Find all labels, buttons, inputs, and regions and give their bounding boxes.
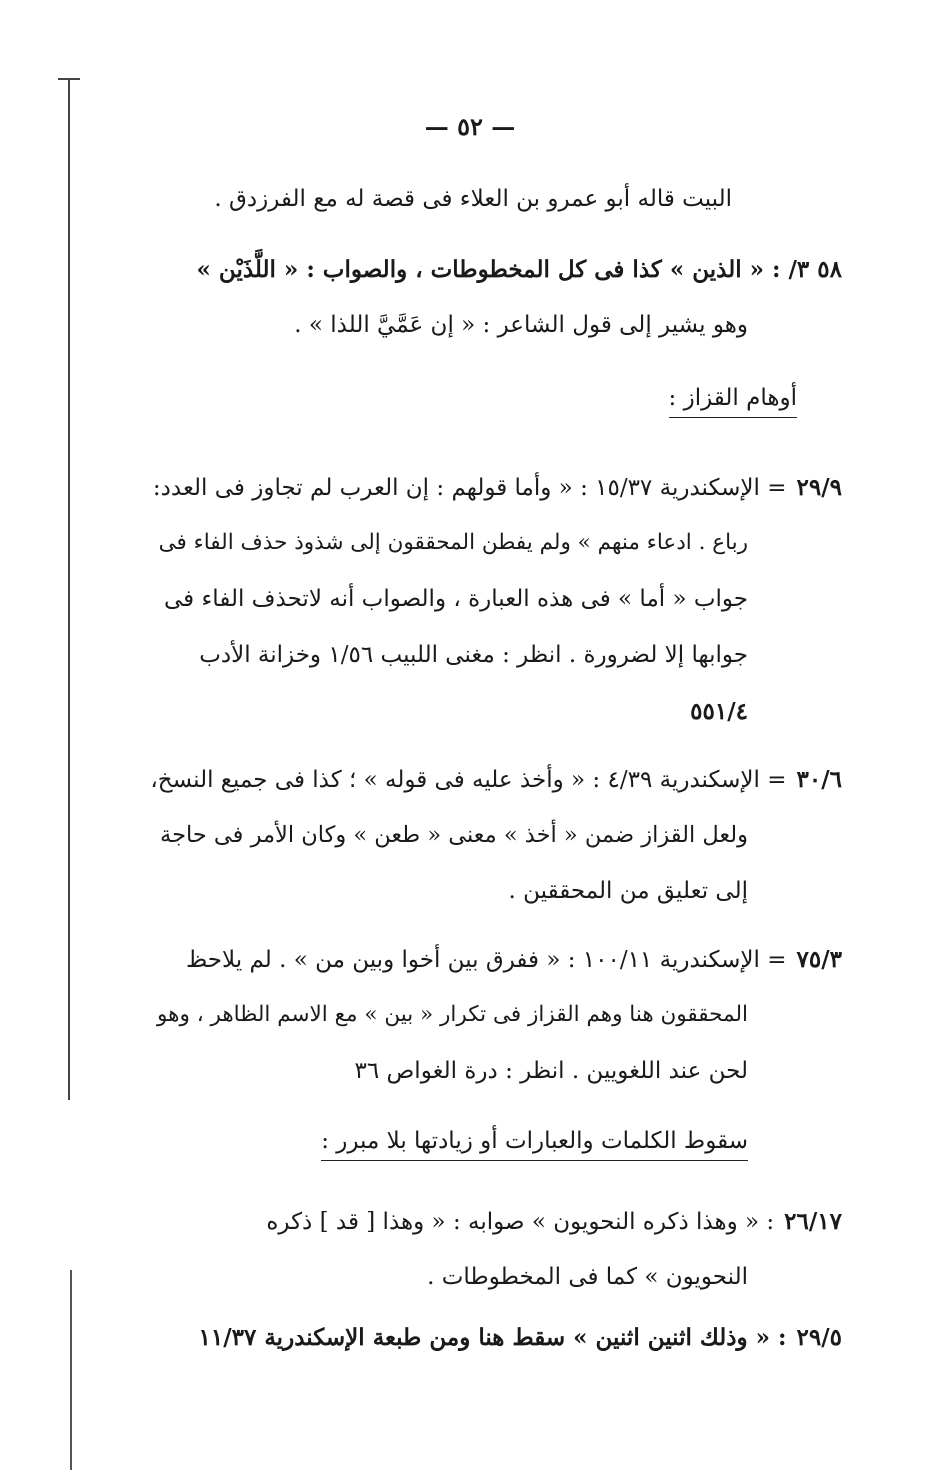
entry-first-line bbox=[199, 1324, 842, 1352]
entry-text: = الإسكندرية ٤/٣٩ : « وأخذ عليه فى قوله » ؛ كذا فى جميع النسخ، bbox=[150, 767, 787, 793]
entry-first-line bbox=[153, 474, 842, 503]
text-line: المحققون هنا وهم القزاز فى تكرار « بين » مع الاسم الظاهر ، وهو bbox=[157, 1002, 748, 1027]
entry-ref: ٢٩/٩ bbox=[796, 474, 842, 501]
entry-text: : « وذلك اثنين اثنين » سقط هنا ومن طبعة الإسكندرية ١١/٣٧ bbox=[198, 1324, 787, 1351]
text-line: لحن عند اللغويين . انظر : درة الغواص ٣٦ bbox=[354, 1058, 748, 1084]
section-heading: أوهام القزاز : bbox=[669, 385, 797, 418]
text-line: جوابها إلا لضرورة . انظر : مغنى اللبيب ١/٥٦ وخزانة الأدب bbox=[199, 642, 748, 668]
text-line: جواب « أما » فى هذه العبارة ، والصواب أنه لاتحذف الفاء فى bbox=[164, 586, 748, 612]
entry-ref: ٢٦/١٧ bbox=[784, 1208, 842, 1235]
entry-ref: ٣٠/٦ bbox=[796, 766, 842, 793]
page-number: — ٥٢ — bbox=[424, 112, 516, 141]
text-line: رباع . ادعاء منهم » ولم يفطن المحققون إلى شذوذ حذف الفاء فى bbox=[158, 530, 748, 555]
section-heading: سقوط الكلمات والعبارات أو زيادتها بلا مبرر : bbox=[321, 1128, 748, 1161]
binding-line bbox=[68, 80, 70, 1100]
entry-first-line bbox=[150, 766, 842, 795]
entry-text: : « وهذا ذكره النحويون » صوابه : « وهذا [ قد ] ذكره bbox=[266, 1209, 775, 1235]
entry-first-line bbox=[266, 1208, 842, 1237]
entry-first-line bbox=[186, 946, 842, 975]
text-line: ٥٨ ٣/ : « الذين » كذا فى كل المخطوطات ، والصواب : « اللَّذَيْن » bbox=[196, 256, 842, 283]
entry-ref: ٢٩/٥ bbox=[796, 1324, 842, 1351]
binding-line-lower bbox=[70, 1270, 72, 1470]
entry-text: = الإسكندرية ١٥/٣٧ : « وأما قولهم : إن العرب لم تجاوز فى العدد: bbox=[152, 475, 787, 501]
text-line: البيت قاله أبو عمرو بن العلاء فى قصة له مع الفرزدق . bbox=[214, 186, 732, 212]
entry-ref: ٧٥/٣ bbox=[796, 946, 842, 973]
text-line: ٥٥١/٤ bbox=[690, 698, 748, 725]
text-line: إلى تعليق من المحققين . bbox=[508, 878, 748, 904]
text-line: وهو يشير إلى قول الشاعر : « إن عَمَّيَّ اللذا » . bbox=[294, 312, 748, 338]
entry-text: = الإسكندرية ١٠٠/١١ : « ففرق بين أخوا وبين من » . لم يلاحظ bbox=[185, 947, 787, 973]
text-line: ولعل القزاز ضمن « أخذ » معنى « طعن » وكان الأمر فى حاجة bbox=[160, 822, 748, 848]
text-line: النحويون » كما فى المخطوطات . bbox=[427, 1264, 748, 1290]
